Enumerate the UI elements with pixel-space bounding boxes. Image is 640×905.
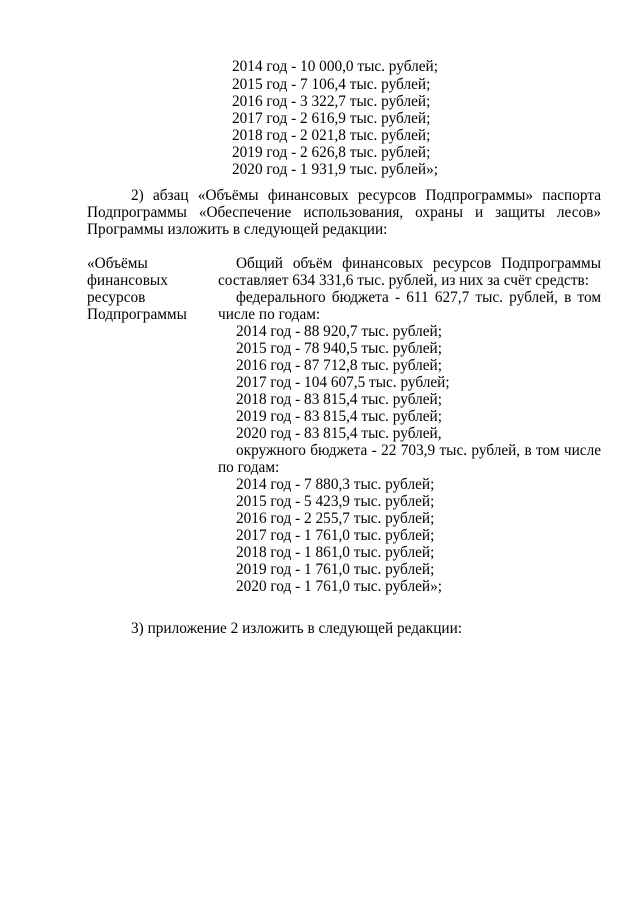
paragraph-line: Подпрограммы «Обеспечение использования, охраны и защиты лесов» [87, 204, 601, 221]
left-cell-line: ресурсов [87, 289, 146, 306]
table-right-cell [218, 255, 601, 595]
federal-year-item: 2019 год - 83 815,4 тыс. рублей; [236, 408, 442, 425]
paragraph-line: Программы изложить в следующей редакции: [87, 221, 388, 238]
district-line: окружного бюджета - 22 703,9 тыс. рублей, в том числе [236, 442, 601, 459]
federal-line: числе по годам: [218, 306, 321, 323]
district-year-item: 2016 год - 2 255,7 тыс. рублей; [236, 510, 435, 527]
total-line: составляет 634 331,6 тыс. рублей, из них за счёт средств: [218, 272, 590, 289]
federal-year-item: 2020 год - 83 815,4 тыс. рублей, [236, 425, 442, 442]
federal-year-item: 2016 год - 87 712,8 тыс. рублей; [236, 357, 442, 374]
list-item: 2017 год - 2 616,9 тыс. рублей; [232, 110, 431, 127]
left-cell-line: финансовых [87, 272, 168, 289]
list-item: 2014 год - 10 000,0 тыс. рублей; [232, 58, 438, 75]
district-line: по годам: [218, 459, 280, 476]
left-cell-line: Подпрограммы [87, 306, 187, 323]
left-cell-line: «Объёмы [87, 255, 148, 272]
federal-year-item: 2017 год - 104 607,5 тыс. рублей; [236, 374, 450, 391]
list-item: 2016 год - 3 322,7 тыс. рублей; [232, 93, 431, 110]
federal-line: федерального бюджета - 611 627,7 тыс. рублей, в том [236, 289, 601, 306]
district-year-item: 2017 год - 1 761,0 тыс. рублей; [236, 527, 435, 544]
district-year-item: 2015 год - 5 423,9 тыс. рублей; [236, 493, 435, 510]
district-year-item: 2018 год - 1 861,0 тыс. рублей; [236, 544, 435, 561]
total-line: Общий объём финансовых ресурсов Подпрограммы [236, 255, 601, 272]
paragraph-3: 3) приложение 2 изложить в следующей редакции: [131, 620, 463, 637]
district-year-item: 2019 год - 1 761,0 тыс. рублей; [236, 561, 435, 578]
district-year-item: 2020 год - 1 761,0 тыс. рублей»; [236, 578, 442, 595]
list-item: 2018 год - 2 021,8 тыс. рублей; [232, 127, 431, 144]
federal-year-item: 2018 год - 83 815,4 тыс. рублей; [236, 391, 442, 408]
federal-year-item: 2015 год - 78 940,5 тыс. рублей; [236, 340, 442, 357]
paragraph-2 [87, 187, 601, 238]
list-item: 2020 год - 1 931,9 тыс. рублей»; [232, 161, 438, 178]
district-year-item: 2014 год - 7 880,3 тыс. рублей; [236, 476, 435, 493]
list-item: 2019 год - 2 626,8 тыс. рублей; [232, 144, 431, 161]
table-left-cell [87, 255, 207, 323]
list-item: 2015 год - 7 106,4 тыс. рублей; [232, 76, 431, 93]
federal-year-item: 2014 год - 88 920,7 тыс. рублей; [236, 323, 442, 340]
paragraph-line: 2) абзац «Объёмы финансовых ресурсов Подпрограммы» паспорта [131, 187, 601, 204]
